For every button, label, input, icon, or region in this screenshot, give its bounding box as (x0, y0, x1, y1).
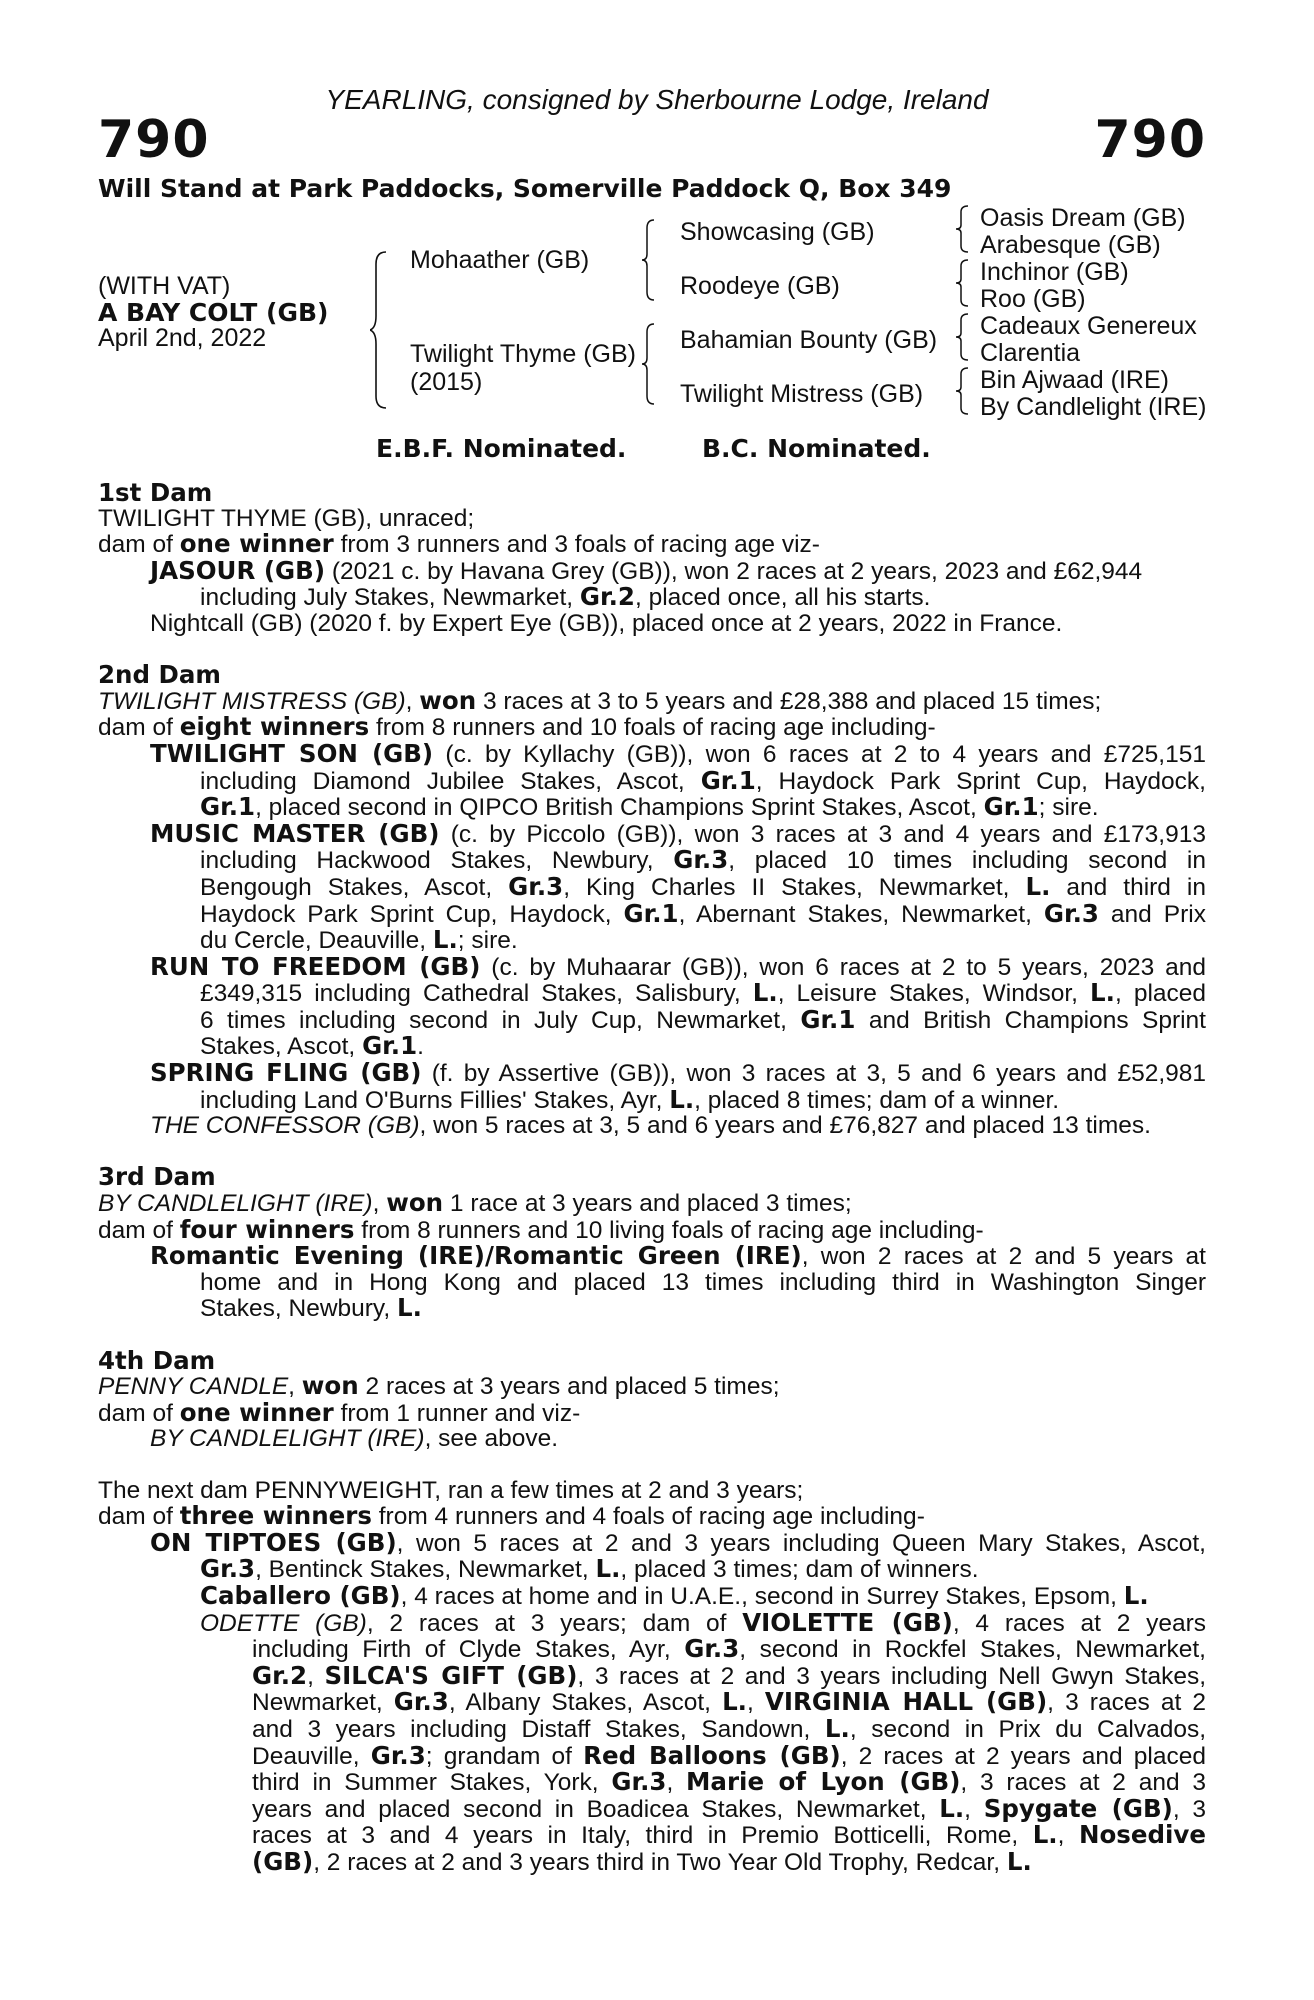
produce-entry-cont: including Land O'Burns Fillies' Stakes, Ayr, L., placed 8 times; dam of a winner. (200, 1084, 1060, 1114)
fourth-dam-produce-line: dam of one winner from 1 runner and viz- (98, 1397, 581, 1427)
produce-entry-cont: du Cercle, Deauville, L.; sire. (200, 925, 518, 955)
bc-nomination: B.C. Nominated. (702, 434, 931, 463)
next-dam-section (98, 1478, 1206, 1876)
first-dam-heading: 1st Dam (98, 478, 213, 507)
pedigree-g1: Oasis Dream (GB) (980, 204, 1186, 232)
produce-entry-cont: Gr.1, placed second in QIPCO British Champions Sprint Stakes, Ascot, Gr.1; sire. (200, 792, 1099, 822)
second-dam-section (98, 662, 1206, 1139)
produce-entry: SPRING FLING (GB) (f. by Assertive (GB)), won 3 races at 3, 5 and 6 years and £52,981 (150, 1058, 1206, 1088)
foaling-date: April 2nd, 2022 (98, 324, 267, 352)
produce-entry-cont: (GB), 2 races at 2 and 3 years third in Two Year Old Trophy, Redcar, L. (252, 1846, 1032, 1876)
lot-number-left: 790 (98, 110, 210, 170)
pedigree-brace-dam (642, 322, 656, 406)
pedigree-sire-dam: Roodeye (GB) (680, 272, 840, 300)
produce-entry: ON TIPTOES (GB), won 5 races at 2 and 3 years including Queen Mary Stakes, Ascot, (150, 1527, 1206, 1557)
third-dam-line: BY CANDLELIGHT (IRE), won 1 race at 3 years and placed 3 times; (98, 1188, 852, 1218)
pedigree-dam: Twilight Thyme (GB) (410, 340, 636, 368)
pedigree-brace-sire (642, 218, 656, 302)
pedigree-brace-main (370, 250, 390, 410)
third-dam-produce-line: dam of four winners from 8 runners and 10 living foals of racing age including- (98, 1214, 984, 1244)
pedigree-dam-year: (2015) (410, 368, 483, 396)
pedigree-g5: Cadeaux Genereux (980, 312, 1197, 340)
pedigree-g2: Arabesque (GB) (980, 231, 1161, 259)
produce-entry-cont: Gr.3, Bentinck Stakes, Newmarket, L., placed 3 times; dam of winners. (200, 1554, 979, 1584)
pedigree-g4: Roo (GB) (980, 285, 1086, 313)
next-dam-produce-line: dam of three winners from 4 runners and 4 foals of racing age including- (98, 1501, 925, 1531)
vat-note: (WITH VAT) (98, 272, 231, 300)
produce-entry-cont: years and placed second in Boadicea Stakes, Newmarket, L., Spygate (GB), 3 (252, 1793, 1206, 1823)
pedigree-g8: By Candlelight (IRE) (980, 393, 1207, 421)
produce-entry-cont: Gr.2, SILCA'S GIFT (GB), 3 races at 2 and 3 years including Nell Gwyn Stakes, (252, 1660, 1207, 1690)
third-dam-section (98, 1164, 1206, 1322)
produce-entry-cont: Bengough Stakes, Ascot, Gr.3, King Charles II Stakes, Newmarket, L. and third in (200, 871, 1207, 901)
lot-number-right: 790 (1094, 110, 1206, 170)
produce-entry-cont: Newmarket, Gr.3, Albany Stakes, Ascot, L., VIRGINIA HALL (GB), 3 races at 2 (252, 1687, 1206, 1717)
fourth-dam-line: PENNY CANDLE, won 2 races at 3 years and placed 5 times; (98, 1371, 780, 1401)
first-dam-section (98, 480, 1206, 637)
catalogue-body (98, 480, 1206, 1875)
pedigree-g7: Bin Ajwaad (IRE) (980, 366, 1169, 394)
pedigree-brace-g4 (956, 366, 970, 416)
pedigree-sire: Mohaather (GB) (410, 246, 590, 274)
produce-entry-cont: including Diamond Jubilee Stakes, Ascot, Gr.1, Haydock Park Sprint Cup, Haydock, (200, 765, 1206, 795)
second-dam-produce-line: dam of eight winners from 8 runners and 10 foals of racing age including- (98, 712, 936, 742)
produce-entry: TWILIGHT SON (GB) (c. by Kyllachy (GB)), won 6 races at 2 to 4 years and £725,151 (150, 738, 1206, 768)
produce-entry-cont: Haydock Park Sprint Cup, Haydock, Gr.1, Abernant Stakes, Newmarket, Gr.3 and Prix (200, 898, 1206, 928)
produce-entry-cont: and 3 years including Distaff Stakes, Sandown, L., second in Prix du Calvados, (252, 1713, 1207, 1743)
produce-entry: ODETTE (GB), 2 races at 3 years; dam of VIOLETTE (GB), 4 races at 2 years (200, 1607, 1207, 1637)
pedigree-brace-g2 (956, 258, 970, 308)
stand-location: Will Stand at Park Paddocks, Somerville Paddock Q, Box 349 (98, 174, 952, 203)
produce-entry-cont: 6 times including second in July Cup, Newmarket, Gr.1 and British Champions Sprint (200, 1004, 1206, 1034)
first-dam-line: TWILIGHT THYME (GB), unraced; (98, 504, 475, 532)
produce-entry-cont: third in Summer Stakes, York, Gr.3, Marie of Lyon (GB), 3 races at 2 and 3 (252, 1767, 1206, 1797)
second-dam-line: TWILIGHT MISTRESS (GB), won 3 races at 3 to 5 years and £28,388 and placed 15 times; (98, 685, 1102, 715)
produce-entry: RUN TO FREEDOM (GB) (c. by Muhaarar (GB)), won 6 races at 2 to 5 years, 2023 and (150, 951, 1206, 981)
pedigree-sire-sire: Showcasing (GB) (680, 218, 875, 246)
produce-entry: BY CANDLELIGHT (IRE), see above. (150, 1425, 559, 1453)
produce-entry-cont: races at 3 and 4 years in Italy, third in Premio Botticelli, Rome, L., Nosedive (252, 1820, 1207, 1850)
pedigree-g6: Clarentia (980, 339, 1081, 367)
pedigree-brace-g3 (956, 312, 970, 362)
produce-entry-cont: including Hackwood Stakes, Newbury, Gr.3, placed 10 times including second in (200, 845, 1206, 875)
fourth-dam-section (98, 1345, 1206, 1453)
produce-entry-cont: home and in Hong Kong and placed 13 times including third in Washington Singer (200, 1268, 1206, 1296)
second-dam-heading: 2nd Dam (98, 660, 221, 690)
produce-entry-cont: Stakes, Ascot, Gr.1. (200, 1031, 424, 1061)
lot-title: A BAY COLT (GB) (98, 298, 329, 327)
first-dam-produce-line: dam of one winner from 3 runners and 3 foals of racing age viz- (98, 529, 820, 559)
produce-entry: MUSIC MASTER (GB) (c. by Piccolo (GB)), won 3 races at 3 and 4 years and £173,913 (150, 818, 1206, 848)
produce-entry-cont: Deauville, Gr.3; grandam of Red Balloons (GB), 2 races at 2 years and placed (252, 1740, 1206, 1770)
produce-entry: Romantic Evening (IRE)/Romantic Green (IRE), won 2 races at 2 and 5 years at (150, 1241, 1206, 1271)
produce-entry: Nightcall (GB) (2020 f. by Expert Eye (GB)), placed once at 2 years, 2022 in France. (150, 609, 1063, 637)
pedigree-dam-sire: Bahamian Bounty (GB) (680, 326, 938, 354)
produce-entry-cont: including July Stakes, Newmarket, Gr.2, placed once, all his starts. (200, 582, 931, 612)
produce-entry-cont: Stakes, Newbury, L. (200, 1293, 422, 1323)
pedigree-brace-g1 (956, 204, 970, 254)
fourth-dam-heading: 4th Dam (98, 1345, 216, 1375)
pedigree-dam-dam: Twilight Mistress (GB) (680, 380, 924, 408)
next-dam-line: The next dam PENNYWEIGHT, ran a few times at 2 and 3 years; (98, 1476, 804, 1504)
pedigree-g3: Inchinor (GB) (980, 258, 1129, 286)
consignment-line: YEARLING, consigned by Sherbourne Lodge, Ireland (325, 84, 989, 115)
produce-entry-cont: £349,315 including Cathedral Stakes, Salisbury, L., Leisure Stakes, Windsor, L., placed (200, 978, 1207, 1008)
produce-entry: THE CONFESSOR (GB), won 5 races at 3, 5 and 6 years and £76,827 and placed 13 times. (150, 1112, 1151, 1140)
produce-entry: Caballero (GB), 4 races at home and in U.A.E., second in Surrey Stakes, Epsom, L. (200, 1580, 1149, 1610)
produce-entry-cont: including Firth of Clyde Stakes, Ayr, Gr.3, second in Rockfel Stakes, Newmarket, (252, 1634, 1206, 1664)
produce-entry: JASOUR (GB) (2021 c. by Havana Grey (GB)), won 2 races at 2 years, 2023 and £62,944 (150, 555, 1143, 585)
ebf-nomination: E.B.F. Nominated. (376, 434, 627, 463)
third-dam-heading: 3rd Dam (98, 1162, 216, 1192)
